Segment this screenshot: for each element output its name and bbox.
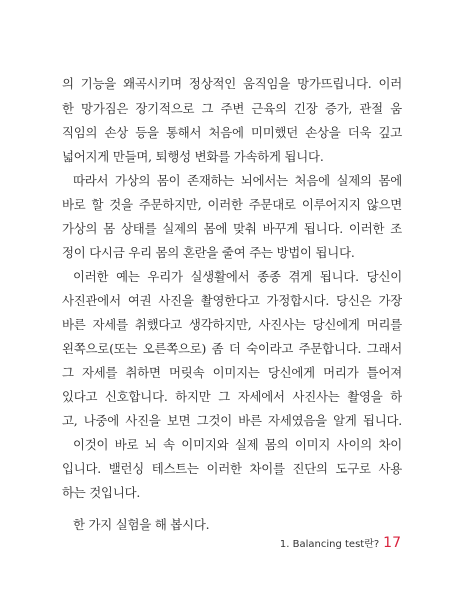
body-line: 이러한 예는 우리가 실생활에서 종종 겪게 됩니다. 당신이 — [73, 269, 402, 284]
body-line: 있다고 신호합니다. 하지만 그 자세에서 사진사는 촬영을 하 — [62, 389, 402, 404]
body-line: 하는 것입니다. — [62, 485, 141, 500]
body-line: 정이 다시금 우리 몸의 혼란을 줄여 주는 방법이 됩니다. — [62, 245, 355, 260]
body-line: 가상의 몸 상태를 실제의 몸에 맞춰 바꾸게 됩니다. 이러한 조 — [62, 221, 402, 236]
body-line: 사진관에서 여권 사진을 촬영한다고 가정합시다. 당신은 가장 — [62, 293, 402, 308]
page-number: 17 — [383, 535, 401, 551]
body-line: 한 가지 실험을 해 봅시다. — [73, 517, 210, 532]
body-line: 의 기능을 왜곡시키며 정상적인 움직임을 망가뜨립니다. 이러 — [62, 76, 402, 91]
body-line: 따라서 가상의 몸이 존재하는 뇌에서는 처음에 실제의 몸에 — [73, 173, 402, 188]
body-line: 넓어지게 만들며, 퇴행성 변화를 가속하게 됩니다. — [62, 149, 324, 164]
body-line: 왼쪽으로(또는 오른쪽으로) 좀 더 숙이라고 주문합니다. 그래서 — [62, 341, 402, 356]
page-footer — [280, 535, 401, 553]
body-line: 입니다. 밸런싱 테스트는 이러한 차이를 진단의 도구로 사용 — [62, 461, 402, 476]
body-line: 바로 할 것을 주문하지만, 이러한 주문대로 이루어지지 않으면 — [62, 197, 402, 212]
body-line: 이것이 바로 뇌 속 이미지와 실제 몸의 이미지 사이의 차이 — [73, 437, 402, 452]
body-line: 직임의 손상 등을 통해서 처음에 미미했던 손상을 더욱 깊고 — [62, 125, 402, 140]
body-line: 한 망가짐은 장기적으로 그 주변 근육의 긴장 증가, 관절 움 — [62, 101, 402, 116]
body-line: 그 자세를 취하면 머릿속 이미지는 당신에게 머리가 틀어져 — [62, 365, 402, 380]
chapter-title: 1. Balancing test란? — [279, 539, 380, 550]
body-line: 고, 나중에 사진을 보면 그것이 바른 자세였음을 알게 됩니다. — [62, 413, 402, 428]
body-line: 바른 자세를 취했다고 생각하지만, 사진사는 당신에게 머리를 — [62, 317, 402, 332]
